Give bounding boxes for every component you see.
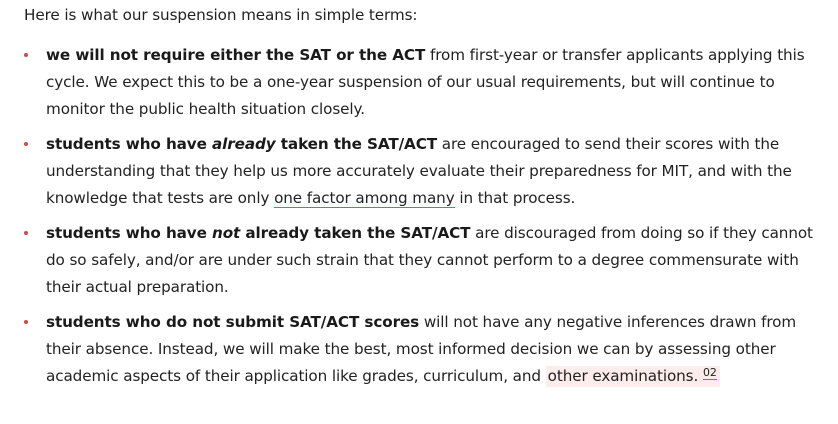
bullet-icon	[24, 142, 28, 146]
bullet-icon	[24, 320, 28, 324]
item-lead: students who have not already taken the SAT/ACT	[46, 224, 471, 242]
list-item	[24, 131, 838, 212]
item-text: from first-year or transfer applicants applying this cycle. We expect this to be a one-year suspension of our usual requirements, but will continue to monitor the public health situation closely.	[46, 46, 805, 118]
policy-list	[24, 42, 838, 390]
item-text: will not have any negative inferences drawn from their absence. Instead, we will make the best, most informed decision we can by assessing other academic aspects of their application like grades, curriculum, and	[46, 313, 797, 385]
list-item	[24, 220, 838, 301]
item-lead: students who do not submit SAT/ACT scores	[46, 313, 420, 331]
list-item	[24, 42, 838, 123]
footnote-highlight: other examinations. $^{02}$	[546, 366, 720, 387]
one-factor-link[interactable]: one factor among many	[274, 189, 455, 207]
footnote-link[interactable]: 02	[702, 366, 717, 379]
item-lead: we will not require either the SAT or the ACT	[46, 46, 426, 64]
item-text: are discouraged from doing so if they cannot do so safely, and/or are under such strain that they cannot perform to a degree commensurate with their actual preparation.	[46, 224, 813, 296]
emphasis-not: not	[212, 224, 241, 242]
bullet-icon	[24, 231, 28, 235]
list-item	[24, 309, 838, 390]
emphasis-already: already	[212, 135, 276, 153]
bullet-icon	[24, 53, 28, 57]
intro-paragraph: Here is what our suspension means in simple terms:	[24, 6, 418, 24]
item-text: are encouraged to send their scores with the understanding that they help us more accurately evaluate their preparedness for MIT, and with the knowledge that tests are only	[46, 135, 792, 207]
item-text-end: in that process.	[454, 189, 576, 207]
item-lead: students who have already taken the SAT/ACT	[46, 135, 438, 153]
